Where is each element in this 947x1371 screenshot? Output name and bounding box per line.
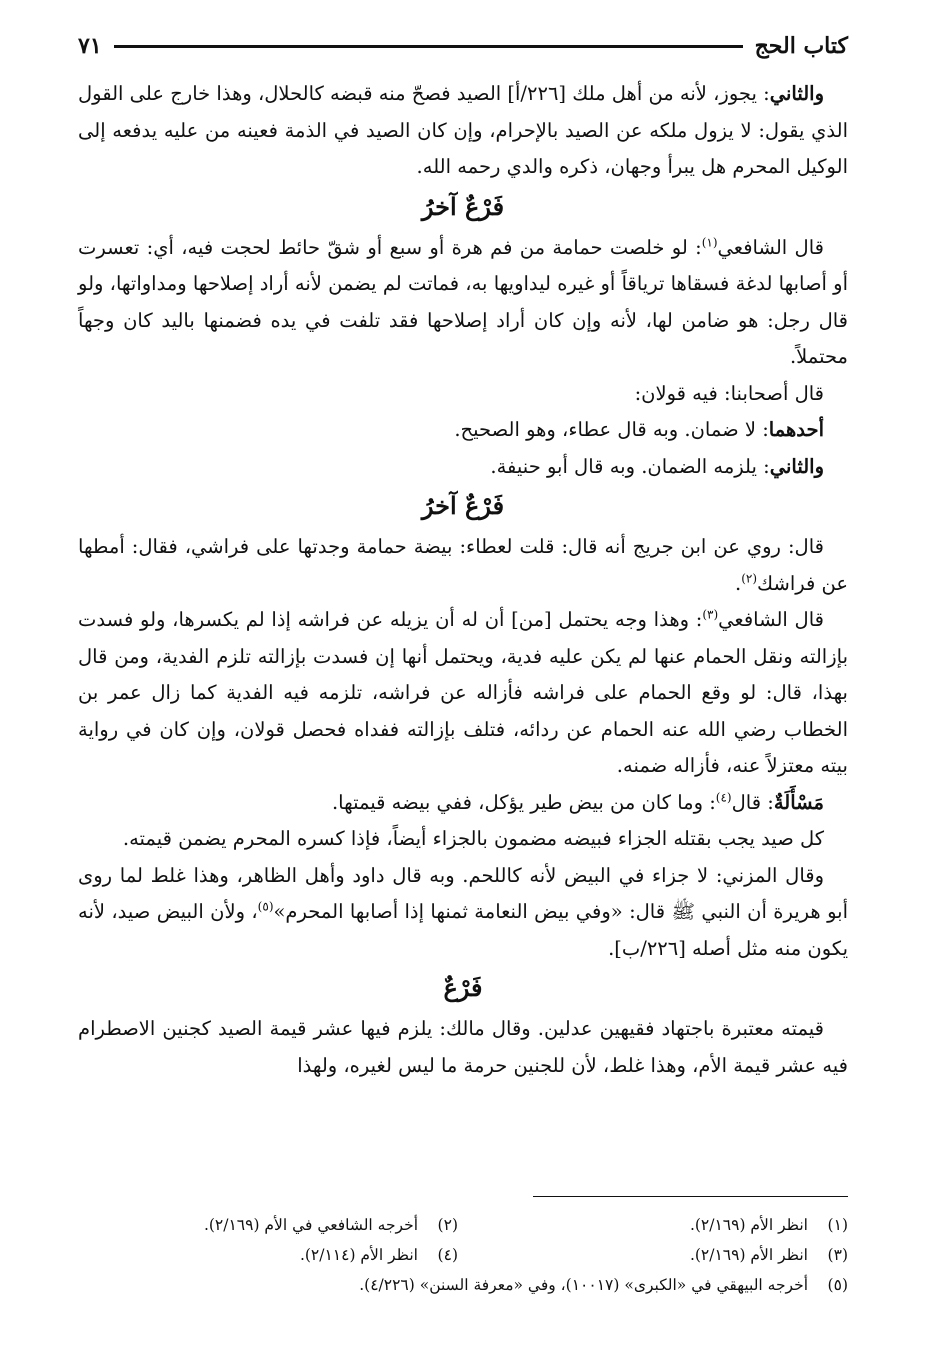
paragraph-2 bbox=[78, 230, 848, 376]
footnote-4 bbox=[78, 1241, 458, 1269]
paragraph-text-a: قال: روي عن ابن جريج أنه قال: قلت لعطاء: بيضة حمامة وجدتها على فراشي، فقال: أمطها عن فراشك bbox=[78, 535, 848, 595]
footnote-text: انظر الأم (٢/١٦٩). bbox=[689, 1246, 808, 1264]
running-header bbox=[78, 28, 848, 64]
footnote-number: (١) bbox=[827, 1216, 848, 1234]
footnote-number: (٣) bbox=[827, 1246, 848, 1264]
footnote-ref: (٣) bbox=[702, 607, 719, 622]
paragraph-lead: أحدهما bbox=[768, 418, 824, 441]
footnote-1 bbox=[468, 1211, 848, 1239]
section-heading-2: فَرْعٌ آخرُ bbox=[421, 491, 505, 520]
footnote-ref: (٥) bbox=[257, 899, 274, 914]
paragraph-text-a: : قال bbox=[731, 790, 774, 814]
paragraph-9: كل صيد يجب بقتله الجزاء فبيضه مضمون بالجزاء أيضاً، فإذا كسره المحرم يضمن قيمته. bbox=[122, 827, 824, 850]
footnote-number: (٢) bbox=[437, 1216, 458, 1234]
paragraph-lead: والثاني bbox=[769, 82, 825, 105]
footnote-number: (٥) bbox=[827, 1276, 848, 1294]
paragraph-text-a: وقال المزني: لا جزاء في البيض لأنه كاللحم. وبه قال داود وأهل الظاهر، وهذا غلط لما روى أبو هريرة أن النبي ﷺ قال: «وفي بيض النعامة ثمنها إذا أصابها المحرم» bbox=[78, 863, 849, 923]
page bbox=[78, 28, 848, 1084]
paragraph-text-a: قال الشافعي bbox=[718, 608, 824, 631]
footnote-number: (٤) bbox=[437, 1246, 458, 1264]
footnote-3 bbox=[468, 1241, 848, 1269]
paragraph-11: قيمته معتبرة باجتهاد فقيهين عدلين. وقال مالك: يلزم فيها عشر قيمة الصيد كجنين الاصطرام فيه عشر قيمة الأم، وهذا غلط، لأن للجنين حرمة ما ليس لغيره، ولهذا bbox=[78, 1017, 848, 1077]
header-rule bbox=[114, 45, 743, 48]
footnote-5 bbox=[78, 1271, 848, 1299]
footnote-text: انظر الأم (٢/١١٤). bbox=[299, 1246, 418, 1264]
footnote-text: انظر الأم (٢/١٦٩). bbox=[689, 1216, 808, 1234]
paragraph-lead: مَسْأَلَةٌ bbox=[773, 790, 824, 814]
footnote-2 bbox=[78, 1211, 458, 1239]
paragraph-3: قال أصحابنا: فيه قولان: bbox=[634, 381, 824, 405]
paragraph-8 bbox=[78, 785, 848, 822]
footnote-ref: (١) bbox=[701, 235, 718, 249]
section-heading-1: فَرْعٌ آخرُ bbox=[421, 191, 505, 221]
paragraph-10 bbox=[78, 858, 848, 968]
main-text bbox=[78, 76, 848, 1084]
footnote-ref: (٢) bbox=[741, 571, 758, 585]
paragraph-text-b: : وما كان من بيض طير يؤكل، ففي بيضه قيمتها. bbox=[331, 790, 716, 814]
paragraph-6 bbox=[78, 529, 848, 602]
footnotes bbox=[78, 1196, 848, 1299]
section-heading-3: فَرْعٌ bbox=[443, 973, 483, 1002]
paragraph-text: : لا ضمان. وبه قال عطاء، وهو الصحيح. bbox=[454, 418, 769, 441]
paragraph-text: : يجوز، لأنه من أهل ملك [٢٢٦/أ] الصيد فصحّ منه قبضه كالحلال، وهذا خارج على القول الذي يقول: لا يزول ملكه عن الصيد بالإحرام، وإن كان الصيد في الذمة فعينه من عليه يدفعه إلى الوكيل المحرم هل يبرأ وجهان، ذكره والدي رحمه الله. bbox=[78, 82, 848, 178]
paragraph-4 bbox=[78, 412, 848, 449]
paragraph-text-b: : وهذا وجه يحتمل [من] أن له أن يزيله عن فراشه إذا لم يكسرها، ولو فسدت بإزالته ونقل الحمام عنها لم يكن عليه فدية، ويحتمل أنها إن فسدت بإزالته تلزم الفدية، ومن قال بهذا، قال: لو وقع الحمام على فراشه فأزاله عن فراشه، تلزمه فيه الفدية كما زال عمر بن الخطاب رضي الله عنه الحمام عن ردائه، فتلف بإزالته ففداه فحصل قولان، وإن كان في رواية بيته معتزلاً عنه، فأزاله ضمنه. bbox=[78, 608, 848, 777]
paragraph-1 bbox=[78, 76, 848, 186]
page-number: ٧١ bbox=[78, 33, 102, 59]
footnote-list bbox=[78, 1211, 848, 1299]
paragraph-text-b: ، ولأن البيض صيد، لأنه يكون منه مثل أصله [٢٢٦/ب]. bbox=[78, 900, 848, 960]
paragraph-text: : يلزمه الضمان. وبه قال أبو حنيفة. bbox=[490, 454, 770, 478]
paragraph-text-a: قال الشافعي bbox=[717, 235, 824, 259]
paragraph-text-b: : لو خلصت حمامة من فم هرة أو سبع أو شقّ حائط لحجت فيه، أي: تعسرت أو أصابها لدغة فسقاها ترياقاً أو غيره ليداويها به، فماتت لم يضمن لأنه أراد إصلاحها ومداواتها، ولو قال رجل: هو ضامن لها، لأنه وإن كان أراد إصلاحها فقد تلفت في يده فضمنها باليد كان وجهاً محتملاً. bbox=[78, 235, 848, 368]
paragraph-7 bbox=[78, 602, 848, 785]
footnote-ref: (٤) bbox=[715, 790, 732, 804]
footnote-rule bbox=[533, 1196, 848, 1197]
footnote-text: أخرجه الشافعي في الأم (٢/١٦٩). bbox=[203, 1216, 418, 1234]
paragraph-5 bbox=[78, 449, 848, 486]
book-title: كتاب الحج bbox=[754, 33, 848, 59]
paragraph-text-b: . bbox=[735, 571, 742, 595]
paragraph-lead: والثاني bbox=[769, 454, 824, 478]
footnote-text: أخرجه البيهقي في «الكبرى» (١٠٠١٧)، وفي «معرفة السنن» (٤/٢٢٦). bbox=[359, 1276, 808, 1294]
